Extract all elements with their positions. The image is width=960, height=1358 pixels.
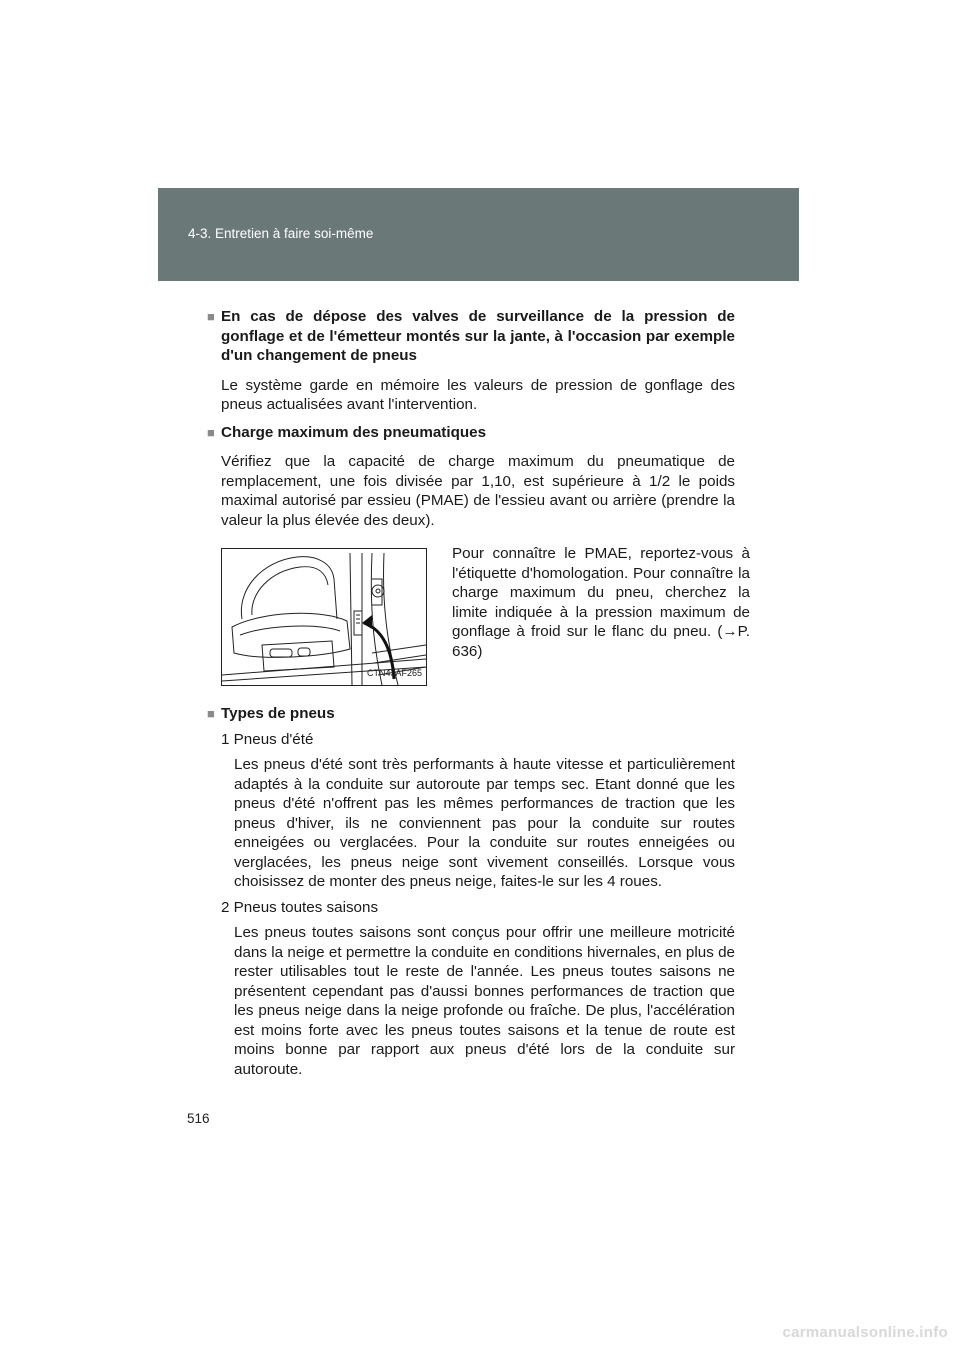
page-number: 516	[187, 1111, 210, 1126]
section-title: ■ Types de pneus	[207, 705, 335, 722]
figure-code: CTN43AF265	[366, 667, 422, 678]
section-title: ■ Charge maximum des pneumatiques	[207, 423, 487, 441]
chapter-header	[158, 188, 799, 281]
square-bullet-icon: ■	[207, 309, 215, 324]
door-pillar-illustration	[221, 548, 427, 686]
section-title: ■ En cas de dépose des valves de surveillance de la pression de gonflage et de l'émetteur montés sur la jante, à l'occasion par exemple d'un changement de pneus	[207, 308, 735, 364]
chapter-title: 4-3. Entretien à faire soi-même	[188, 226, 374, 241]
section-text: Le système garde en mémoire les valeurs de pression de gonflage des pneus actualisées avant l'intervention.	[221, 376, 735, 413]
list-item-label: 2 Pneus toutes saisons	[221, 898, 379, 916]
square-bullet-icon: ■	[207, 706, 215, 721]
section-text: Vérifiez que la capacité de charge maximum du pneumatique de remplacement, une fois divisée par 1,10, est supérieure à 1/2 le poids maximal autorisé par essieu (PMAE) de l'essieu avant ou arrière (prendre la valeur la plus élevée des deux).	[221, 453, 735, 529]
figure-row	[221, 544, 750, 684]
list-item-label: 1 Pneus d'été	[221, 730, 314, 748]
square-bullet-icon: ■	[207, 424, 215, 440]
list-item-text: Les pneus d'été sont très performants à haute vitesse et particulièrement adaptés à la conduite sur autoroute par temps sec. Etant donné que les pneus d'été n'offrent pas les mêmes performances de traction que les pneus d'hiver, ils ne conviennent pas pour la conduite sur routes enneigées ou verglacées. Pour la conduite sur routes enneigées ou verglacées, les pneus neige sont vivement conseillés. Lorsque vous choisissez de monter des pneus neige, faites-le sur les 4 roues.	[234, 756, 735, 890]
section-charge	[207, 423, 750, 685]
figure-caption: Pour connaître le PMAE, reportez-vous à l'étiquette d'homologation. Pour connaître la charge maximum du pneu, cherchez la limite indiquée à la pression maximum de gonflage à froid sur le flanc du pneu. (→P. 636)	[452, 545, 750, 660]
section-valves	[207, 307, 735, 415]
page-content	[207, 307, 750, 1087]
section-types	[207, 704, 735, 1079]
watermark: carmanualsonline.info	[782, 1324, 948, 1341]
list-item-text: Les pneus toutes saisons sont conçus pour offrir une meilleure motricité dans la neige et permettre la conduite en conditions hivernales, en plus de rester utilisables tout le reste de l'année. Les pneus toutes saisons ne présentent cependant pas d'aussi bonnes performances de traction que les pneus neige dans la neige profonde ou fraîche. De plus, l'accélération est moins forte avec les pneus toutes saisons et la tenue de route est moins bonne par rapport aux pneus d'été lors de la conduite sur autoroute.	[234, 924, 735, 1078]
